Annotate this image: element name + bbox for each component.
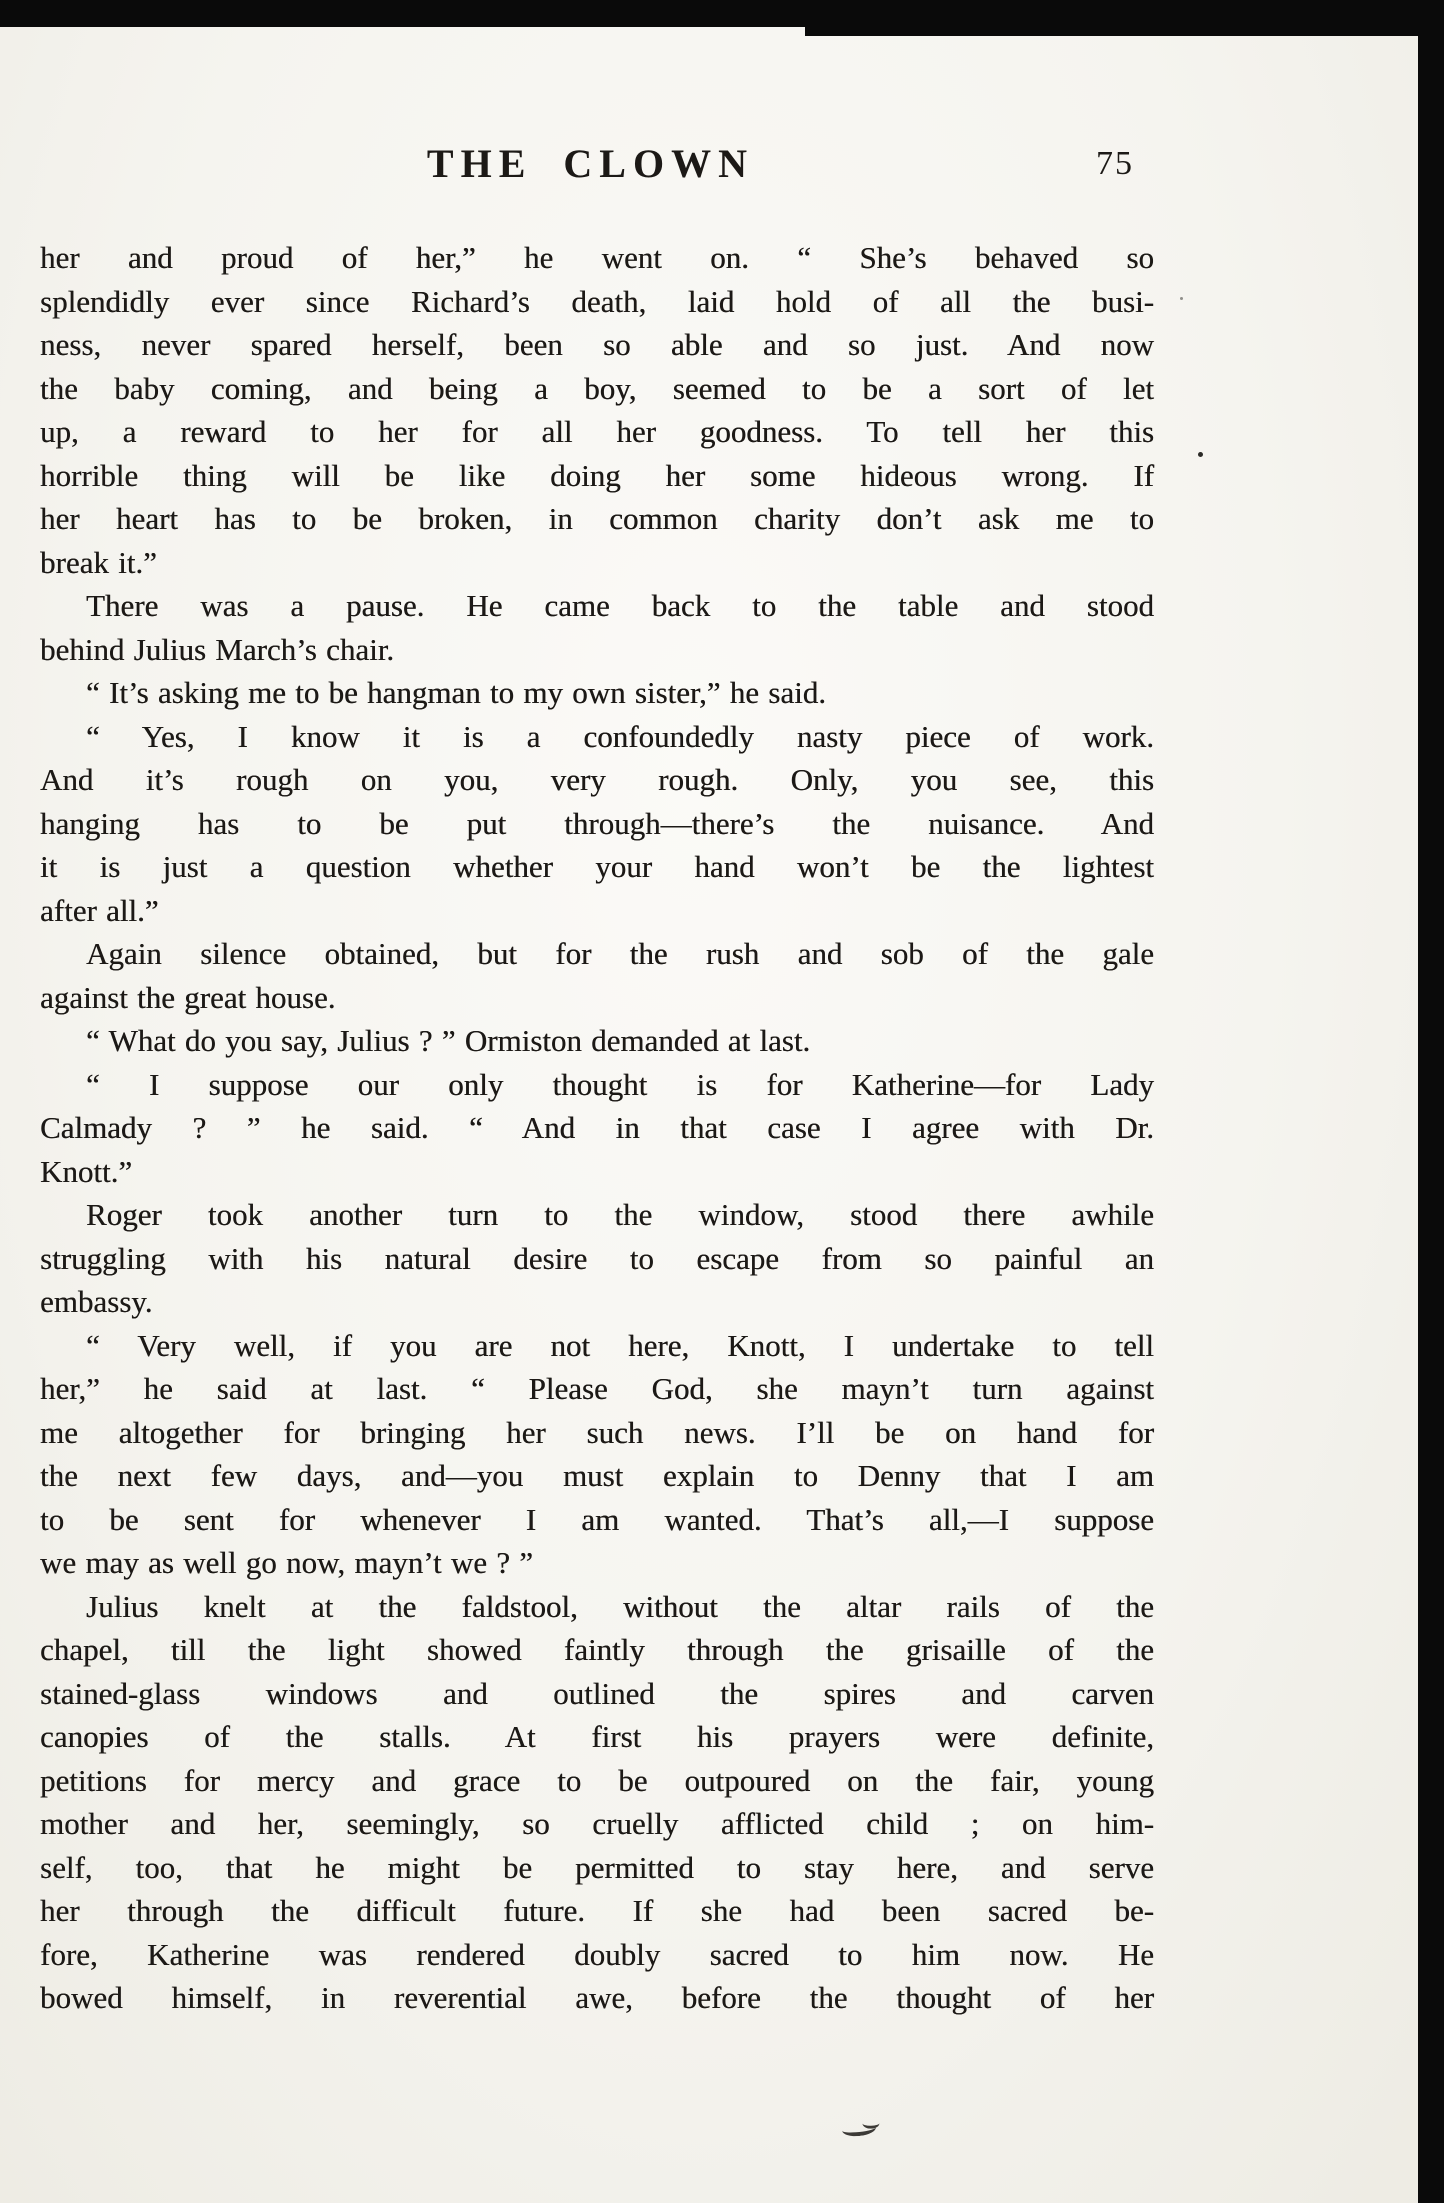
text-line: chapel, till the light showed faintly through the grisaille of the (40, 1632, 1154, 1667)
text-line: Julius knelt at the faldstool, without the altar rails of the (86, 1588, 1154, 1624)
paragraph (40, 584, 1154, 671)
paragraph (40, 236, 1154, 584)
text-line: There was a pause. He came back to the table and stood (86, 588, 1154, 623)
text-line: behind Julius March’s chair. (40, 631, 395, 667)
paragraph (40, 1585, 1154, 2020)
text-line: ness, never spared herself, been so able and so just. And now (40, 327, 1154, 362)
text-line: mother and her, seemingly, so cruelly afflicted child ; on him- (40, 1806, 1154, 1841)
text-line: to be sent for whenever I am wanted. That’s all,—I suppose (40, 1501, 1154, 1537)
paragraph (40, 1193, 1154, 1324)
text-line: up, a reward to her for all her goodness. To tell her this (40, 414, 1154, 449)
text-line: after all.” (40, 892, 159, 928)
running-title: THE CLOWN (426, 141, 754, 186)
scan-edge-top-left (0, 0, 835, 27)
text-line: the next few days, and—you must explain to Denny that I am (40, 1458, 1154, 1493)
paragraph (40, 715, 1154, 933)
scan-edge-right (1418, 0, 1444, 2203)
text-line: “ Very well, if you are not here, Knott, I undertake to tell (86, 1327, 1154, 1363)
text-line: Calmady ? ” he said. “ And in that case I agree with Dr. (40, 1110, 1154, 1145)
text-line: “ I suppose our only thought is for Katherine—for Lady (86, 1066, 1154, 1102)
text-line: hanging has to be put through—there’s the nuisance. And (40, 805, 1154, 841)
text-line: it is just a question whether your hand won’t be the lightest (40, 849, 1154, 884)
text-line: Roger took another turn to the window, stood there awhile (86, 1197, 1154, 1232)
text-line: we may as well go now, mayn’t we ? ” (40, 1545, 534, 1580)
text-line: fore, Katherine was rendered doubly sacred to him now. He (40, 1936, 1154, 1972)
text-line: Again silence obtained, but for the rush and sob of the gale (86, 936, 1154, 971)
scan-speck (1180, 297, 1183, 300)
paragraph (40, 1019, 1154, 1063)
text-line: canopies of the stalls. At first his prayers were definite, (40, 1719, 1154, 1754)
text-line: struggling with his natural desire to escape from so painful an (40, 1240, 1154, 1276)
text-line: break it.” (40, 544, 157, 580)
paragraph (40, 932, 1154, 1019)
paragraph (40, 1324, 1154, 1585)
text-line: her heart has to be broken, in common charity don’t ask me to (40, 501, 1154, 536)
ink-smudge (841, 2120, 876, 2137)
text-line: her,” he said at last. “ Please God, she mayn’t turn against (40, 1371, 1154, 1406)
text-line: embassy. (40, 1284, 153, 1319)
page-number: 75 (1096, 145, 1134, 182)
text-line: her through the difficult future. If she had been sacred be- (40, 1893, 1154, 1928)
text-line: “ It’s asking me to be hangman to my own sister,” he said. (86, 675, 826, 710)
scan-edge-top-right (805, 0, 1444, 36)
page-body-text (40, 236, 1154, 2020)
text-line: against the great house. (40, 979, 336, 1015)
text-line: splendidly ever since Richard’s death, laid hold of all the busi- (40, 283, 1154, 319)
text-line: And it’s rough on you, very rough. Only, you see, this (40, 762, 1154, 797)
text-line: self, too, that he might be permitted to stay here, and serve (40, 1849, 1154, 1885)
text-line: horrible thing will be like doing her some hideous wrong. If (40, 457, 1154, 493)
text-line: petitions for mercy and grace to be outpoured on the fair, young (40, 1762, 1154, 1798)
scan-speck (1198, 452, 1203, 457)
page-header (40, 140, 1154, 194)
text-line: her and proud of her,” he went on. “ She’s behaved so (40, 240, 1154, 275)
text-line: Knott.” (40, 1153, 133, 1189)
text-line: “ What do you say, Julius ? ” Ormiston demanded at last. (86, 1023, 811, 1058)
text-line: stained-glass windows and outlined the spires and carven (40, 1675, 1154, 1711)
text-line: “ Yes, I know it is a confoundedly nasty piece of work. (86, 718, 1154, 754)
text-line: the baby coming, and being a boy, seemed to be a sort of let (40, 370, 1154, 406)
text-line: me altogether for bringing her such news. I’ll be on hand for (40, 1414, 1154, 1450)
text-line: bowed himself, in reverential awe, before the thought of her (40, 1980, 1154, 2015)
paragraph (40, 671, 1154, 715)
paragraph (40, 1063, 1154, 1194)
